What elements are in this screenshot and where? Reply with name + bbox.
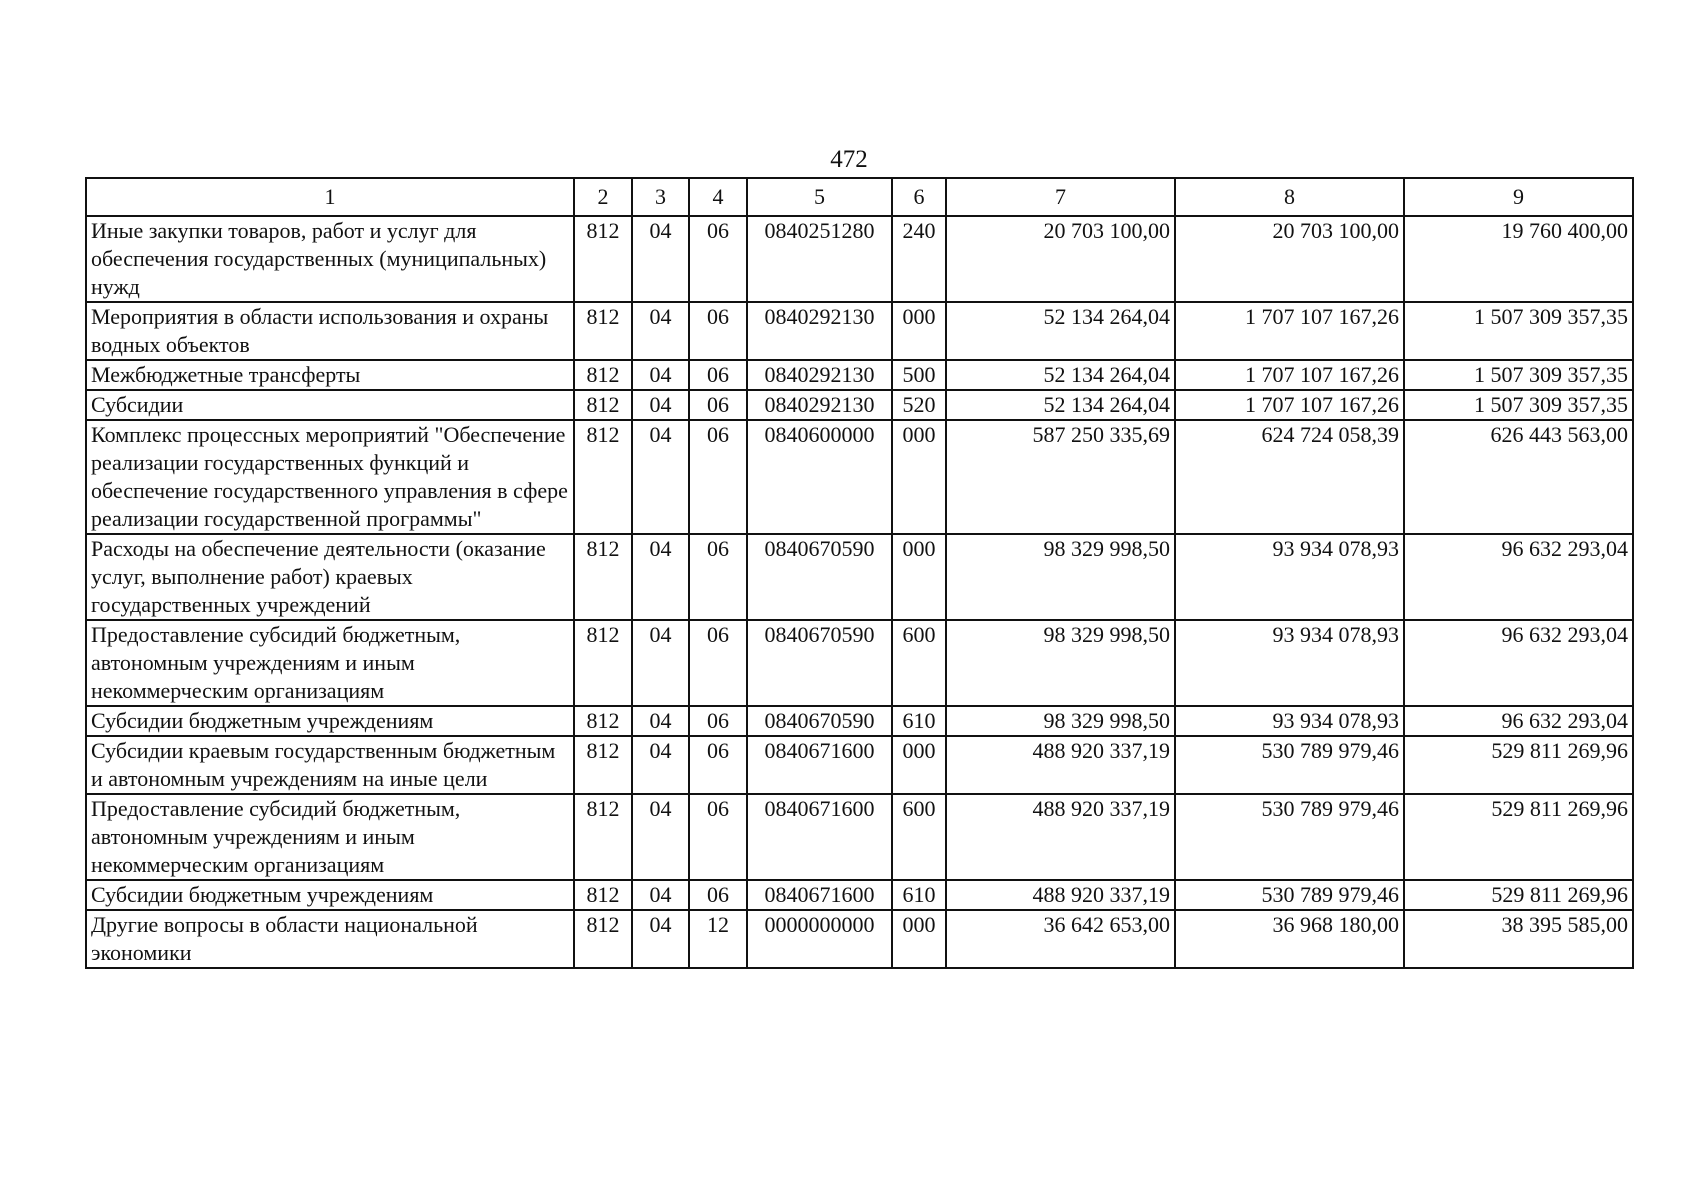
amount-cell: 488 920 337,19	[946, 880, 1175, 910]
expense-type-cell: 610	[892, 880, 946, 910]
row-name-cell: Другие вопросы в области национальной экономики	[86, 910, 574, 968]
expense-type-cell: 000	[892, 736, 946, 794]
table-row	[86, 390, 1633, 420]
expense-type-cell: 000	[892, 910, 946, 968]
amount-cell: 1 707 107 167,26	[1175, 302, 1404, 360]
row-name-cell: Субсидии бюджетным учреждениям	[86, 706, 574, 736]
amount-cell: 96 632 293,04	[1404, 534, 1633, 620]
amount-cell: 530 789 979,46	[1175, 794, 1404, 880]
amount-cell: 587 250 335,69	[946, 420, 1175, 534]
header-row	[86, 178, 1633, 216]
table-row	[86, 706, 1633, 736]
column-header: 8	[1175, 178, 1404, 216]
ministry-code-cell: 812	[574, 736, 632, 794]
table-row	[86, 794, 1633, 880]
column-header: 7	[946, 178, 1175, 216]
target-article-cell: 0840671600	[747, 794, 892, 880]
section-code-cell: 04	[632, 420, 689, 534]
amount-cell: 529 811 269,96	[1404, 880, 1633, 910]
amount-cell: 36 642 653,00	[946, 910, 1175, 968]
amount-cell: 38 395 585,00	[1404, 910, 1633, 968]
amount-cell: 19 760 400,00	[1404, 216, 1633, 302]
table-row	[86, 620, 1633, 706]
amount-cell: 93 934 078,93	[1175, 534, 1404, 620]
amount-cell: 96 632 293,04	[1404, 706, 1633, 736]
expense-type-cell: 600	[892, 794, 946, 880]
expense-type-cell: 240	[892, 216, 946, 302]
amount-cell: 93 934 078,93	[1175, 620, 1404, 706]
amount-cell: 1 707 107 167,26	[1175, 360, 1404, 390]
amount-cell: 530 789 979,46	[1175, 736, 1404, 794]
expense-type-cell: 000	[892, 302, 946, 360]
row-name-cell: Расходы на обеспечение деятельности (оказание услуг, выполнение работ) краевых государственных учреждений	[86, 534, 574, 620]
row-name-cell: Мероприятия в области использования и охраны водных объектов	[86, 302, 574, 360]
amount-cell: 488 920 337,19	[946, 794, 1175, 880]
ministry-code-cell: 812	[574, 620, 632, 706]
section-code-cell: 04	[632, 216, 689, 302]
column-header: 3	[632, 178, 689, 216]
target-article-cell: 0840292130	[747, 360, 892, 390]
target-article-cell: 0840292130	[747, 390, 892, 420]
ministry-code-cell: 812	[574, 880, 632, 910]
table-row	[86, 216, 1633, 302]
budget-table	[85, 177, 1634, 969]
expense-type-cell: 600	[892, 620, 946, 706]
ministry-code-cell: 812	[574, 794, 632, 880]
target-article-cell: 0000000000	[747, 910, 892, 968]
table-row	[86, 736, 1633, 794]
subsection-code-cell: 06	[689, 706, 747, 736]
target-article-cell: 0840671600	[747, 736, 892, 794]
amount-cell: 93 934 078,93	[1175, 706, 1404, 736]
page-number: 472	[830, 146, 868, 173]
expense-type-cell: 520	[892, 390, 946, 420]
amount-cell: 529 811 269,96	[1404, 794, 1633, 880]
section-code-cell: 04	[632, 910, 689, 968]
column-header: 4	[689, 178, 747, 216]
row-name-cell: Иные закупки товаров, работ и услуг для обеспечения государственных (муниципальных) нужд	[86, 216, 574, 302]
amount-cell: 626 443 563,00	[1404, 420, 1633, 534]
ministry-code-cell: 812	[574, 910, 632, 968]
amount-cell: 98 329 998,50	[946, 620, 1175, 706]
ministry-code-cell: 812	[574, 420, 632, 534]
amount-cell: 1 507 309 357,35	[1404, 360, 1633, 390]
ministry-code-cell: 812	[574, 534, 632, 620]
target-article-cell: 0840292130	[747, 302, 892, 360]
subsection-code-cell: 06	[689, 216, 747, 302]
table-row	[86, 360, 1633, 390]
section-code-cell: 04	[632, 620, 689, 706]
target-article-cell: 0840600000	[747, 420, 892, 534]
ministry-code-cell: 812	[574, 216, 632, 302]
amount-cell: 530 789 979,46	[1175, 880, 1404, 910]
amount-cell: 52 134 264,04	[946, 360, 1175, 390]
amount-cell: 1 507 309 357,35	[1404, 302, 1633, 360]
ministry-code-cell: 812	[574, 360, 632, 390]
section-code-cell: 04	[632, 880, 689, 910]
subsection-code-cell: 06	[689, 880, 747, 910]
ministry-code-cell: 812	[574, 706, 632, 736]
target-article-cell: 0840670590	[747, 534, 892, 620]
table-row	[86, 880, 1633, 910]
amount-cell: 52 134 264,04	[946, 390, 1175, 420]
amount-cell: 529 811 269,96	[1404, 736, 1633, 794]
amount-cell: 1 507 309 357,35	[1404, 390, 1633, 420]
column-header: 6	[892, 178, 946, 216]
subsection-code-cell: 06	[689, 302, 747, 360]
amount-cell: 96 632 293,04	[1404, 620, 1633, 706]
amount-cell: 624 724 058,39	[1175, 420, 1404, 534]
ministry-code-cell: 812	[574, 302, 632, 360]
subsection-code-cell: 06	[689, 360, 747, 390]
subsection-code-cell: 06	[689, 736, 747, 794]
amount-cell: 98 329 998,50	[946, 534, 1175, 620]
target-article-cell: 0840670590	[747, 620, 892, 706]
subsection-code-cell: 06	[689, 390, 747, 420]
row-name-cell: Предоставление субсидий бюджетным, автономным учреждениям и иным некоммерческим организациям	[86, 794, 574, 880]
row-name-cell: Субсидии бюджетным учреждениям	[86, 880, 574, 910]
subsection-code-cell: 12	[689, 910, 747, 968]
table-row	[86, 302, 1633, 360]
row-name-cell: Субсидии	[86, 390, 574, 420]
expense-type-cell: 610	[892, 706, 946, 736]
section-code-cell: 04	[632, 534, 689, 620]
subsection-code-cell: 06	[689, 534, 747, 620]
amount-cell: 20 703 100,00	[1175, 216, 1404, 302]
column-header: 5	[747, 178, 892, 216]
expense-type-cell: 500	[892, 360, 946, 390]
section-code-cell: 04	[632, 794, 689, 880]
row-name-cell: Межбюджетные трансферты	[86, 360, 574, 390]
table-row	[86, 534, 1633, 620]
section-code-cell: 04	[632, 302, 689, 360]
column-header: 9	[1404, 178, 1633, 216]
amount-cell: 1 707 107 167,26	[1175, 390, 1404, 420]
section-code-cell: 04	[632, 736, 689, 794]
row-name-cell: Комплекс процессных мероприятий "Обеспечение реализации государственных функций и обеспечение государственного управления в сфере реализации государственной программы"	[86, 420, 574, 534]
amount-cell: 98 329 998,50	[946, 706, 1175, 736]
table-row	[86, 420, 1633, 534]
expense-type-cell: 000	[892, 420, 946, 534]
subsection-code-cell: 06	[689, 620, 747, 706]
target-article-cell: 0840671600	[747, 880, 892, 910]
amount-cell: 20 703 100,00	[946, 216, 1175, 302]
target-article-cell: 0840251280	[747, 216, 892, 302]
section-code-cell: 04	[632, 360, 689, 390]
section-code-cell: 04	[632, 390, 689, 420]
row-name-cell: Субсидии краевым государственным бюджетным и автономным учреждениям на иные цели	[86, 736, 574, 794]
subsection-code-cell: 06	[689, 420, 747, 534]
expense-type-cell: 000	[892, 534, 946, 620]
amount-cell: 488 920 337,19	[946, 736, 1175, 794]
subsection-code-cell: 06	[689, 794, 747, 880]
amount-cell: 52 134 264,04	[946, 302, 1175, 360]
ministry-code-cell: 812	[574, 390, 632, 420]
amount-cell: 36 968 180,00	[1175, 910, 1404, 968]
section-code-cell: 04	[632, 706, 689, 736]
column-header: 2	[574, 178, 632, 216]
row-name-cell: Предоставление субсидий бюджетным, автономным учреждениям и иным некоммерческим организациям	[86, 620, 574, 706]
target-article-cell: 0840670590	[747, 706, 892, 736]
column-header: 1	[86, 178, 574, 216]
table-row	[86, 910, 1633, 968]
